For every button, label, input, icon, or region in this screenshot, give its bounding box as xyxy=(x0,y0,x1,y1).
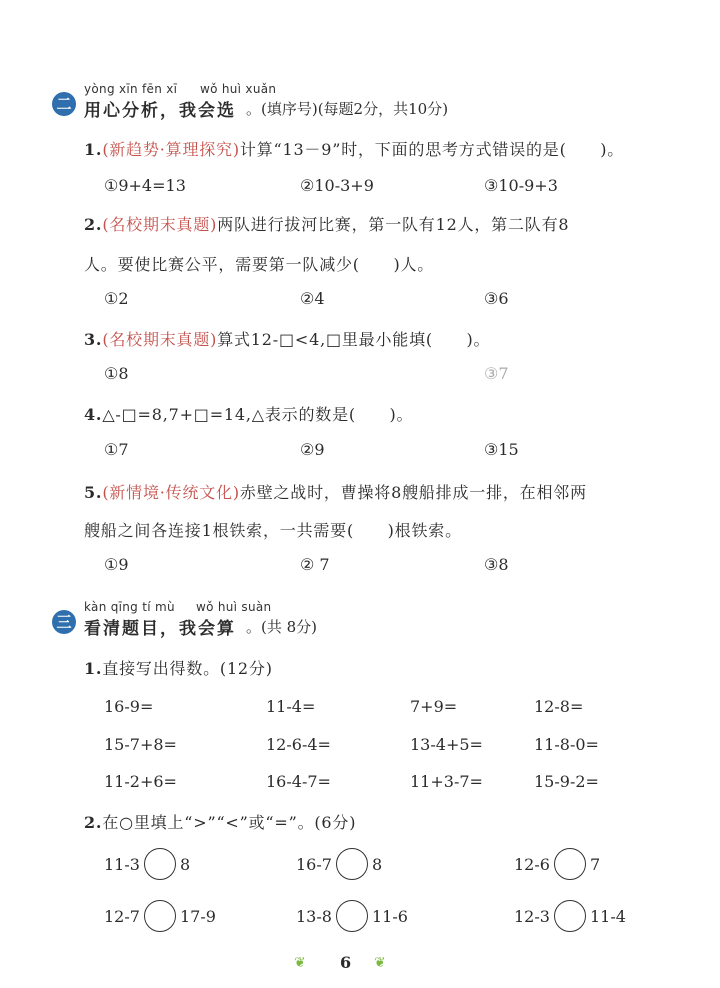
calc-item[interactable]: 13-4+5= xyxy=(410,735,483,754)
question-text: △-□=8,7+□=14,△表示的数是( )。 xyxy=(102,405,414,424)
compare-question xyxy=(84,810,356,833)
question-tag: (新趋势·算理探究) xyxy=(102,140,240,159)
option-4-1[interactable]: ①7 xyxy=(104,440,129,459)
compare-left: 12-6 xyxy=(514,854,550,874)
question-tag: (名校期末真题) xyxy=(102,330,218,349)
section2-pinyin-2: wǒ huì xuǎn xyxy=(200,82,277,96)
question-2 xyxy=(84,212,569,235)
answer-circle[interactable] xyxy=(554,900,586,932)
option-2-1[interactable]: ①2 xyxy=(104,289,129,308)
option-2-2[interactable]: ②4 xyxy=(300,289,325,308)
compare-left: 12-7 xyxy=(104,906,140,926)
compare-right: 8 xyxy=(371,854,383,874)
answer-circle[interactable] xyxy=(336,848,368,880)
question-5 xyxy=(84,480,587,503)
option-5-3[interactable]: ③8 xyxy=(484,555,509,574)
calc-item[interactable]: 7+9= xyxy=(410,697,458,716)
section3-pinyin-2: wǒ huì suàn xyxy=(196,600,272,614)
compare-left: 12-3 xyxy=(514,906,550,926)
question-2-line-2: 人。要使比赛公平，需要第一队减少( )人。 xyxy=(84,255,435,274)
question-number: 4. xyxy=(84,405,103,424)
section2-badge: 二 xyxy=(52,92,76,116)
section2-pinyin-1: yòng xīn fēn xī xyxy=(84,82,178,96)
option-2-3[interactable]: ③6 xyxy=(484,289,509,308)
option-5-1[interactable]: ①9 xyxy=(104,555,129,574)
option-3-3[interactable]: ③7 xyxy=(484,364,509,383)
option-1-2[interactable]: ②10-3+9 xyxy=(300,176,374,195)
section3-pinyin-1: kàn qīng tí mù xyxy=(84,600,175,614)
question-text: 赤壁之战时，曹操将8艘船排成一排，在相邻两 xyxy=(239,483,587,502)
compare-right: 17-9 xyxy=(179,906,216,926)
question-1 xyxy=(84,137,624,160)
question-text: 计算“13－9”时，下面的思考方式错误的是( )。 xyxy=(239,140,625,159)
sprout-icon: ❦ xyxy=(294,955,306,971)
compare-right: 8 xyxy=(179,854,191,874)
calc-item[interactable]: 11-4= xyxy=(266,697,316,716)
compare-item xyxy=(514,900,626,932)
answer-circle[interactable] xyxy=(144,848,176,880)
calc-item[interactable]: 15-7+8= xyxy=(104,735,177,754)
section3-title: 看清题目，我会算 xyxy=(84,619,236,639)
question-number: 1. xyxy=(84,140,103,159)
answer-circle[interactable] xyxy=(336,900,368,932)
option-1-3[interactable]: ③10-9+3 xyxy=(484,176,558,195)
compare-item xyxy=(514,848,600,880)
compare-right: 11-6 xyxy=(371,906,408,926)
calc-item[interactable]: 11+3-7= xyxy=(410,772,483,791)
answer-circle[interactable] xyxy=(144,900,176,932)
compare-left: 16-7 xyxy=(296,854,332,874)
option-4-3[interactable]: ③15 xyxy=(484,440,519,459)
question-5-line-2: 艘船之间各连接1根铁索，一共需要( )根铁索。 xyxy=(84,521,462,540)
sprout-icon: ❦ xyxy=(374,955,386,971)
question-text: 在○里填上“>”“<”或“=”。(6分) xyxy=(102,813,357,832)
page-number: 6 xyxy=(340,953,352,972)
question-4 xyxy=(84,402,413,425)
compare-item xyxy=(296,848,382,880)
question-3 xyxy=(84,327,490,350)
option-3-1[interactable]: ①8 xyxy=(104,364,129,383)
question-number: 2. xyxy=(84,813,103,832)
compare-left: 13-8 xyxy=(296,906,332,926)
section3-badge: 三 xyxy=(52,610,76,634)
question-text: 算式12-□<4,□里最小能填( )。 xyxy=(217,330,491,349)
question-number: 5. xyxy=(84,483,103,502)
calc-item[interactable]: 16-4-7= xyxy=(266,772,331,791)
question-text: 两队进行拔河比赛，第一队有12人，第二队有8 xyxy=(217,215,570,234)
question-text: 直接写出得数。(12分) xyxy=(102,659,273,678)
compare-item xyxy=(104,848,190,880)
calc-item[interactable]: 12-8= xyxy=(534,697,584,716)
option-4-2[interactable]: ②9 xyxy=(300,440,325,459)
compare-right: 11-4 xyxy=(589,906,626,926)
option-1-1[interactable]: ①9+4=13 xyxy=(104,176,186,195)
calc-item[interactable]: 12-6-4= xyxy=(266,735,331,754)
answer-circle[interactable] xyxy=(554,848,586,880)
compare-item xyxy=(296,900,408,932)
question-number: 1. xyxy=(84,659,103,678)
question-tag: (名校期末真题) xyxy=(102,215,218,234)
section3-note: 。(共 8分) xyxy=(246,618,318,636)
compare-right: 7 xyxy=(589,854,601,874)
option-5-2[interactable]: ② 7 xyxy=(300,555,330,574)
question-number: 2. xyxy=(84,215,103,234)
question-number: 3. xyxy=(84,330,103,349)
calc-question xyxy=(84,656,273,679)
compare-left: 11-3 xyxy=(104,854,140,874)
calc-item[interactable]: 11-2+6= xyxy=(104,772,177,791)
compare-item xyxy=(104,900,216,932)
calc-item[interactable]: 16-9= xyxy=(104,697,154,716)
section2-note: 。(填序号)(每题2分，共10分) xyxy=(246,100,449,118)
calc-item[interactable]: 11-8-0= xyxy=(534,735,599,754)
calc-item[interactable]: 15-9-2= xyxy=(534,772,599,791)
section2-title: 用心分析，我会选 xyxy=(84,101,236,121)
question-tag: (新情境·传统文化) xyxy=(102,483,240,502)
